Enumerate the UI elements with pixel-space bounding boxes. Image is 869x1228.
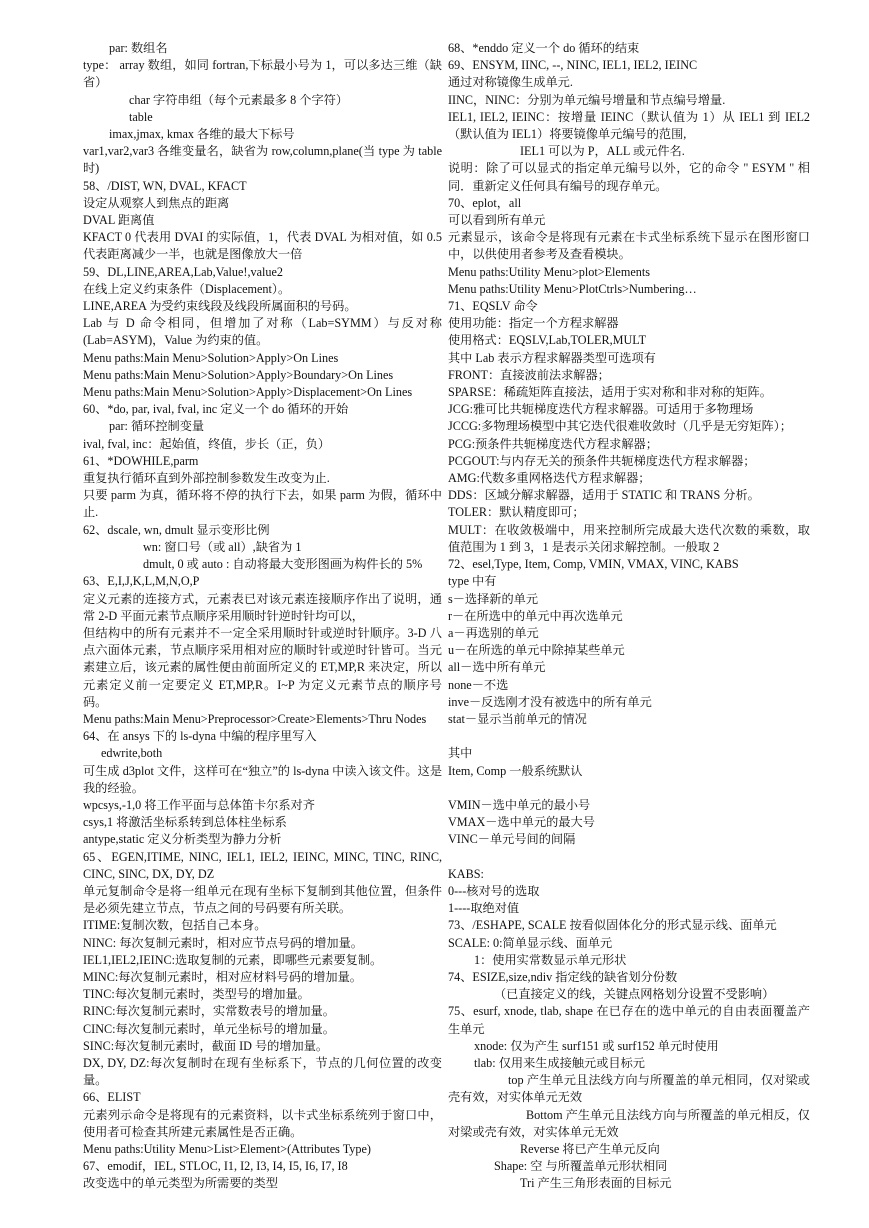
text-line: 单元复制命令是将一组单元在现有坐标下复制到其他位置，但条件是必须先建立节点，节点之间的号码要有所关联。 xyxy=(83,883,442,916)
text-line: VMAX－选中单元的最大号 xyxy=(448,815,595,830)
text-line: 在线上定义约束条件（Displacement）。 xyxy=(83,281,291,296)
text-line: 元素显示，该命令是将现有元素在卡式坐标系统下显示在图形窗口中，以供使用者参考及查看模块。 xyxy=(448,230,810,262)
text-line: KABS: xyxy=(448,866,484,881)
text-line: Bottom 产生单元且法线方向与所覆盖的单元相反，仅对梁或壳有效，对实体单元无效 xyxy=(448,1107,810,1139)
text-line: 可生成 d3plot 文件，这样可在“独立”的 ls-dyna 中读入该文件。这是我的经验。 xyxy=(83,763,442,795)
section-heading: 72、esel,Type, Item, Comp, VMIN, VMAX, VINC, KABS xyxy=(448,557,739,572)
text-line: Reverse 将已产生单元反向 xyxy=(520,1141,660,1156)
text-line: KFACT 0 代表用 DVAI 的实际值，1，代表 DVAL 为相对值，如 0.5 代表距离减少一半，也就是图像放大一倍 xyxy=(83,230,442,262)
blank-line xyxy=(448,849,810,866)
menu-path: Menu paths:Main Menu>Solution>Apply>Displacement>On Lines xyxy=(83,385,413,400)
text-line: table xyxy=(129,109,153,124)
code-line: antype,static 定义分析类型为静力分析 xyxy=(83,832,282,847)
text-line: r－在所选中的单元中再次选单元 xyxy=(448,608,623,623)
text-line: 通过对称镜像生成单元. xyxy=(448,75,573,90)
text-line: 但结构中的所有元素并不一定全采用顺时针或逆时针顺序。3-D 八点六面体元素，节点顺序采用相对应的顺时针或逆时针皆可。当元素建立后，该元素的属性便由前面所定义的 ET,MP,R 来决定，所以元素定义前一定要定义 ET,MP,R。I~P 为定义元素节点的顺序号码。 xyxy=(83,625,442,709)
section-heading: 67、emodif，IEL, STLOC, I1, I2, I3, I4, I5, I6, I7, I8 xyxy=(83,1159,348,1174)
text-line: par: 数组名 xyxy=(109,41,168,55)
section-heading: 66、ELIST xyxy=(83,1090,141,1105)
section-heading: 71、EQSLV 命令 xyxy=(448,299,538,314)
text-line: IEL1 可以为 P，ALL 或元件名. xyxy=(520,144,685,159)
blank-line xyxy=(448,780,810,797)
text-line: IINC，NINC：分别为单元编号增量和节点编号增量. xyxy=(448,92,726,107)
text-line: JCG:雅可比共轭梯度迭代方程求解器。可适用于多物理场 xyxy=(448,402,754,417)
section-heading: 61、*DOWHILE,parm xyxy=(83,453,199,468)
text-line: char 字符串组（每个元素最多 8 个字符） xyxy=(129,92,349,107)
text-line: MINC:每次复制元素时，相对应材料号码的增加量。 xyxy=(83,969,362,984)
text-line: xnode: 仅为产生 surf151 或 surf152 单元时使用 xyxy=(474,1038,719,1053)
code-line: edwrite,both xyxy=(101,746,163,761)
text-line: 其中 Lab 表示方程求解器类型可选项有 xyxy=(448,350,656,365)
text-line: Item, Comp 一般系统默认 xyxy=(448,763,583,778)
text-line: 只要 parm 为真，循环将不停的执行下去，如果 parm 为假，循环中止. xyxy=(83,488,442,520)
text-line: IEL1,IEL2,IEINC:选取复制的元素，即哪些元素要复制。 xyxy=(83,952,383,967)
text-line: 可以看到所有单元 xyxy=(448,213,546,228)
text-line: 其中 xyxy=(448,746,473,761)
blank-line xyxy=(448,728,810,745)
text-line: 定义元素的连接方式，元素表已对该元素连接顺序作出了说明，通常 2-D 平面元素节点顺序采用顺时针逆时针均可以， xyxy=(83,591,442,623)
text-line: NINC: 每次复制元素时，相对应节点号码的增加量。 xyxy=(83,935,363,950)
section-heading: 62、dscale, wn, dmult 显示变形比例 xyxy=(83,522,270,537)
text-line: inve－反选刚才没有被选中的所有单元 xyxy=(448,694,652,709)
text-line: ITIME:复制次数，包括自己本身。 xyxy=(83,918,267,933)
text-line: 1：使用实常数显示单元形状 xyxy=(474,952,627,967)
text-line: Lab 与 D 命令相同，但增加了对称（Lab=SYMM）与反对称(Lab=ASYM)，Value 为约束的值。 xyxy=(83,316,442,348)
text-line: var1,var2,var3 各维变量名，缺省为 row,column,plane(当 type 为 table 时) xyxy=(83,144,442,176)
text-line: tlab: 仅用来生成接触元或目标元 xyxy=(474,1055,645,1070)
section-heading: 63、E,I,J,K,L,M,N,O,P xyxy=(83,574,200,589)
text-line: TOLER：默认精度即可； xyxy=(448,505,585,520)
text-line: DX, DY, DZ:每次复制时在现有坐标系下，节点的几何位置的改变量。 xyxy=(83,1055,442,1088)
section-heading: 69、ENSYM, IINC, --, NINC, IEL1, IEL2, IEINC xyxy=(448,58,698,73)
text-line: par: 循环控制变量 xyxy=(109,419,205,434)
text-line: SCALE: 0:简单显示线、面单元 xyxy=(448,935,613,950)
menu-path: Menu paths:Utility Menu>List>Element>(Attributes Type) xyxy=(83,1142,371,1156)
menu-path: Menu paths:Utility Menu>plot>Elements xyxy=(448,264,650,279)
text-line: VMIN－选中单元的最小号 xyxy=(448,797,591,812)
text-line: Tri 产生三角形表面的目标元 xyxy=(520,1176,672,1191)
code-line: csys,1 将激活坐标系转到总体柱坐标系 xyxy=(83,815,287,830)
section-heading: 68、*enddo 定义一个 do 循环的结束 xyxy=(448,41,640,55)
menu-path: Menu paths:Main Menu>Solution>Apply>On Lines xyxy=(83,350,339,365)
text-line: SINC:每次复制元素时，截面 ID 号的增加量。 xyxy=(83,1038,329,1053)
text-line: a－再选别的单元 xyxy=(448,625,539,640)
text-line: DVAL 距离值 xyxy=(83,213,155,228)
text-line: TINC:每次复制元素时，类型号的增加量。 xyxy=(83,987,310,1002)
text-line: type 中有 xyxy=(448,574,497,589)
code-line: wpcsys,-1,0 将工作平面与总体笛卡尔系对齐 xyxy=(83,797,315,812)
text-line: dmult, 0 或 auto : 自动将最大变形图画为构件长的 5% xyxy=(143,557,423,572)
text-line: type： array 数组，如同 fortran,下标最小号为 1，可以多达三维（缺省） xyxy=(83,58,442,90)
text-line: PCGOUT:与内存无关的预条件共轭梯度迭代方程求解器； xyxy=(448,453,756,468)
text-line: 说明：除了可以显式的指定单元编号以外，它的命令 " ESYM " 相同．重新定义任何具有编号的现存单元。 xyxy=(448,161,810,193)
section-heading: 65、EGEN,ITIME, NINC, IEL1, IEL2, IEINC, MINC, TINC, RINC, CINC, SINC, DX, DY, DZ xyxy=(83,849,442,881)
right-column xyxy=(448,40,810,1193)
text-line: IEL1, IEL2, IEINC：按增量 IEINC（默认值为 1）从 IEL1 到 IEL2（默认值为 IEL1）将要镜像单元编号的范围, xyxy=(448,109,810,142)
text-line: imax,jmax, kmax 各维的最大下标号 xyxy=(109,127,295,142)
menu-path: Menu paths:Main Menu>Preprocessor>Create>Elements>Thru Nodes xyxy=(83,711,427,726)
text-line: RINC:每次复制元素时，实常数表号的增加量。 xyxy=(83,1004,335,1019)
text-line: LINE,AREA 为受约束线段及线段所属面积的号码。 xyxy=(83,299,357,314)
text-line: 重复执行循环直到外部控制参数发生改变为止. xyxy=(83,471,330,486)
text-line: 使用功能：指定一个方程求解器 xyxy=(448,316,619,331)
text-line: VINC－单元号间的间隔 xyxy=(448,832,576,847)
text-line: PCG:预条件共轭梯度迭代方程求解器； xyxy=(448,436,658,451)
text-line: 元素列示命令是将现有的元素资料，以卡式坐标系统列于窗口中，使用者可检查其所建元素属性是否正确。 xyxy=(83,1107,442,1139)
text-line: 使用格式：EQSLV,Lab,TOLER,MULT xyxy=(448,333,647,348)
text-line: CINC:每次复制元素时，单元坐标号的增加量。 xyxy=(83,1021,335,1036)
text-line: u－在所选的单元中除掉某些单元 xyxy=(448,643,625,658)
text-line: FRONT：直接波前法求解器； xyxy=(448,367,610,382)
text-line: none－不选 xyxy=(448,677,509,692)
section-heading: 75、esurf, xnode, tlab, shape 在已存在的选中单元的自由表面覆盖产生单元 xyxy=(448,1004,810,1036)
text-line: SPARSE：稀疏矩阵直接法，适用于实对称和非对称的矩阵。 xyxy=(448,385,772,400)
section-heading: 59、DL,LINE,AREA,Lab,Value!,value2 xyxy=(83,264,284,279)
section-heading: 58、/DIST, WN, DVAL, KFACT xyxy=(83,178,247,193)
menu-path: Menu paths:Main Menu>Solution>Apply>Boundary>On Lines xyxy=(83,367,394,382)
text-line: 设定从观察人到焦点的距离 xyxy=(83,195,230,210)
text-line: Shape: 空 与所覆盖单元形状相同 xyxy=(494,1159,668,1174)
section-heading: 64、在 ansys 下的 ls-dyna 中编的程序里写入 xyxy=(83,729,317,744)
text-line: ival, fval, inc：起始值，终值，步长（正，负） xyxy=(83,436,331,451)
menu-path: Menu paths:Utility Menu>PlotCtrls>Numbering… xyxy=(448,281,697,296)
text-line: top 产生单元且法线方向与所覆盖的单元相同，仅对梁或壳有效，对实体单元无效 xyxy=(448,1073,810,1105)
text-line: JCCG:多物理场模型中其它迭代很难收敛时（几乎是无穷矩阵）； xyxy=(448,419,792,434)
left-column xyxy=(83,40,442,1193)
text-line: AMG:代数多重网格迭代方程求解器； xyxy=(448,471,651,486)
text-line: DDS：区域分解求解器，适用于 STATIC 和 TRANS 分析。 xyxy=(448,488,760,503)
text-line: all－选中所有单元 xyxy=(448,660,546,675)
text-line: 1----取绝对值 xyxy=(448,901,520,916)
text-line: stat－显示当前单元的情况 xyxy=(448,711,587,726)
text-line: wn: 窗口号（或 all）,缺省为 1 xyxy=(143,539,302,554)
text-line: 改变选中的单元类型为所需要的类型 xyxy=(83,1176,278,1191)
section-heading: 60、*do, par, ival, fval, inc 定义一个 do 循环的开始 xyxy=(83,402,349,417)
text-line: s－选择新的单元 xyxy=(448,591,539,606)
section-heading: 74、ESIZE,size,ndiv 指定线的缺省划分份数 xyxy=(448,969,678,984)
section-heading: 70、eplot，all xyxy=(448,195,522,210)
text-line: （已直接定义的线，关键点网格划分设置不受影响） xyxy=(494,987,775,1002)
section-heading: 73、/ESHAPE, SCALE 按看似固体化分的形式显示线、面单元 xyxy=(448,918,777,933)
text-line: 0---核对号的选取 xyxy=(448,883,540,898)
text-line: MULT：在收敛极端中，用来控制所完成最大迭代次数的乘数，取值范围为 1 到 3，1 是表示关闭求解控制。一般取 2 xyxy=(448,522,810,554)
